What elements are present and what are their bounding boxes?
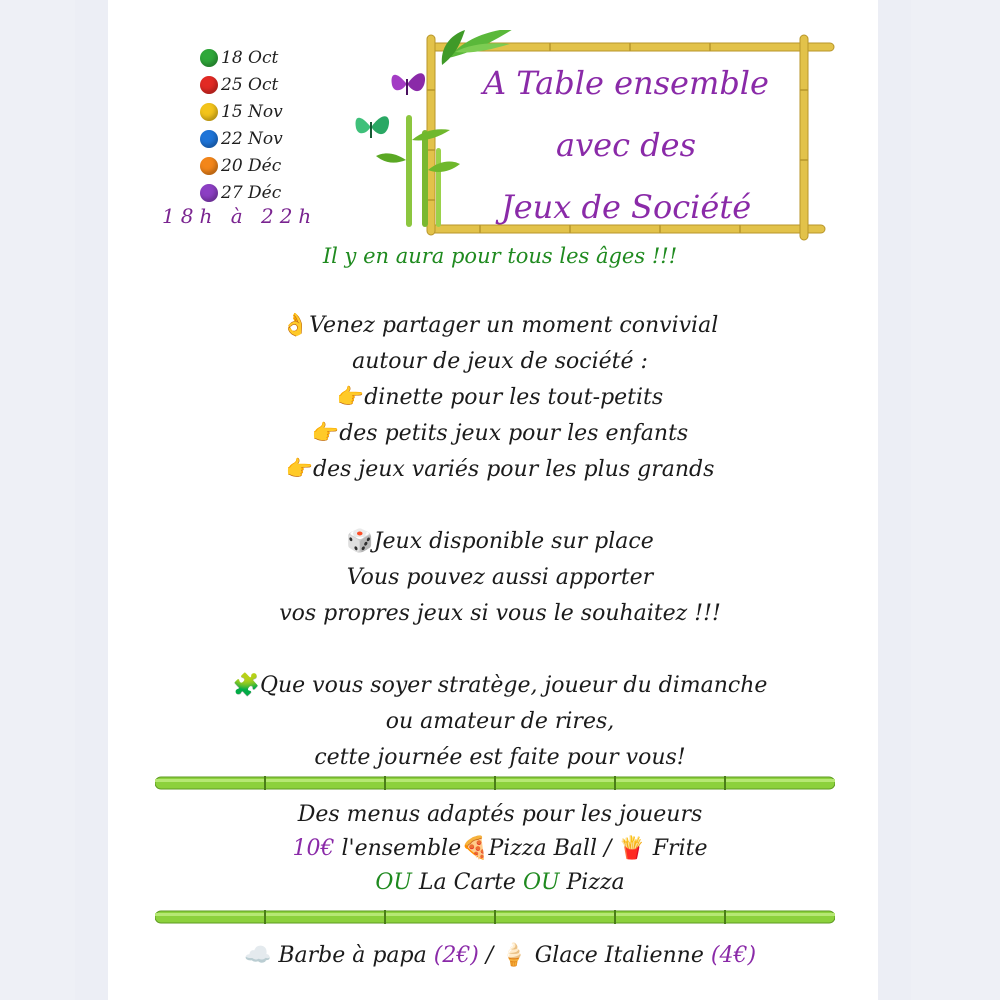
date-label: 18 Oct [221,47,279,68]
orange-dot-icon [200,157,218,175]
games-line: Vous pouvez aussi apporter [346,565,654,590]
blue-dot-icon [200,130,218,148]
extras-line [150,938,850,974]
puzzle-icon: 🧩 [232,673,260,698]
menu-line [150,866,850,900]
intro-item-text: des petits jeux pour les enfants [339,421,689,446]
tagline: Il y en aura pour tous les âges !!! [322,244,678,268]
menu-or: OU [375,870,412,895]
date-label: 22 Nov [221,128,283,149]
ice-cream-icon: 🍦 [500,943,528,968]
menu-ensemble: l'ensemble [334,836,462,861]
intro-block [150,308,850,488]
hours-label: 18h à 22h [162,204,318,228]
menu-pizza-ball: Pizza Ball / [488,836,619,861]
title-line: A Table ensemble [483,64,769,102]
date-item [200,125,283,152]
green-dot-icon [200,49,218,67]
menu-pizza: Pizza [559,870,625,895]
strategy-line [150,668,850,704]
menu-frite: Frite [645,836,708,861]
extras-barbe-price: (2€) [433,943,479,968]
strategy-text: Que vous soyer stratège, joueur du dimanche [259,673,768,698]
intro-line: autour de jeux de société : [352,349,648,374]
strategy-line: cette journée est faite pour vous! [314,745,686,770]
menu-line: Des menus adaptés pour les joueurs [297,802,703,827]
title-line: Jeux de Société [500,188,752,226]
flyer-title [436,52,816,238]
date-item [200,44,283,71]
intro-item [150,416,850,452]
games-text: Jeux disponible sur place [373,529,654,554]
dice-icon: 🎲 [346,529,374,554]
date-label: 25 Oct [221,74,279,95]
extras-block [150,938,850,974]
games-line: vos propres jeux si vous le souhaitez !!! [279,601,721,626]
bamboo-divider [155,774,835,792]
intro-line [150,308,850,344]
games-line [150,524,850,560]
extras-glace-price: (4€) [710,943,757,968]
date-label: 20 Déc [221,155,282,176]
date-label: 15 Nov [221,101,283,122]
red-dot-icon [200,76,218,94]
intro-text: Venez partager un moment convivial [309,313,719,338]
games-block [150,524,850,632]
intro-item-text: dinette pour les tout-petits [364,385,664,410]
strategy-block [150,668,850,776]
pointing-hand-icon: 👉 [336,385,365,410]
date-label: 27 Déc [221,182,282,203]
intro-item [150,380,850,416]
purple-butterfly-icon [392,73,426,95]
ok-hand-icon: 👌 [281,313,310,338]
date-list [200,44,283,206]
extras-barbe: Barbe à papa [271,943,434,968]
strategy-line: ou amateur de rires, [385,709,615,734]
menu-line [150,832,850,866]
green-butterfly-icon [356,116,390,138]
intro-item [150,452,850,488]
title-line: avec des [555,126,697,164]
pointing-hand-icon: 👉 [311,421,340,446]
date-item [200,179,283,206]
pointing-hand-icon: 👉 [285,457,314,482]
yellow-dot-icon [200,103,218,121]
intro-item-text: des jeux variés pour les plus grands [313,457,715,482]
bamboo-divider [155,908,835,926]
menu-block [150,798,850,900]
menu-la-carte: La Carte [411,870,523,895]
menu-price: 10€ [292,836,335,861]
extras-separator: / [478,943,501,968]
pizza-icon: 🍕 [461,836,489,861]
date-item [200,98,283,125]
extras-glace: Glace Italienne [527,943,711,968]
date-item [200,71,283,98]
menu-or: OU [522,870,560,895]
cotton-candy-icon: ☁️ [243,943,272,968]
fries-icon: 🍟 [618,836,646,861]
date-item [200,152,283,179]
purple-dot-icon [200,184,218,202]
